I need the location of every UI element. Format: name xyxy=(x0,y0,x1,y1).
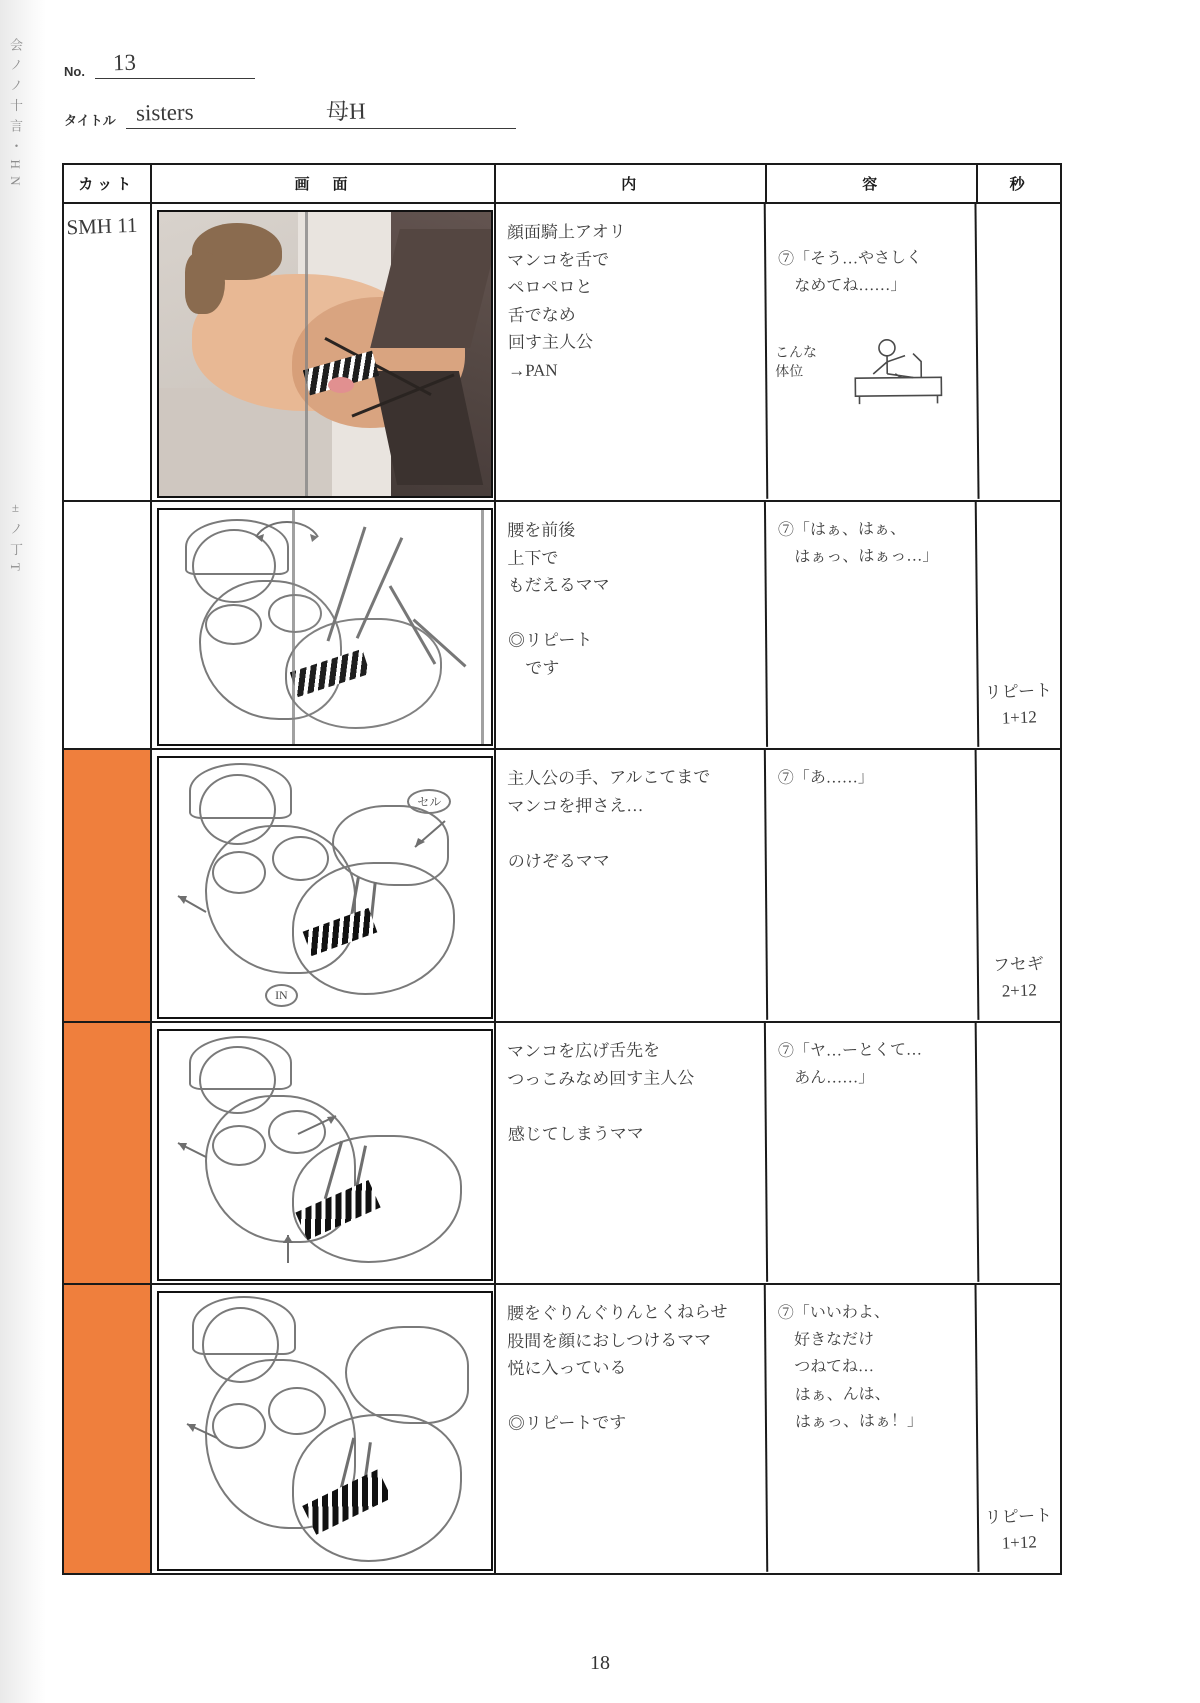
cut-number xyxy=(102,1295,112,1573)
spine-note-top: 会 ノ ノ 十 言 ・ H N xyxy=(8,38,23,188)
dialogue-cell: ⑦「ヤ…ーとくて… あん……」 xyxy=(766,1022,980,1284)
cut-cell xyxy=(64,1023,152,1283)
picture-cell xyxy=(152,502,497,748)
title-value: sisters xyxy=(135,99,194,126)
seconds-cell xyxy=(978,204,1060,500)
cut-cell xyxy=(64,1285,152,1573)
page-left-edge xyxy=(0,0,46,1703)
storyboard-panel-5 xyxy=(157,1291,494,1571)
content-cell: 腰をぐりんぐりんとくねらせ 股間を顔におしつけるママ 悦に入っている ◎リピートです xyxy=(495,1284,768,1574)
no-value: 13 xyxy=(112,49,137,76)
storyboard-panel-3 xyxy=(157,756,494,1019)
seconds-value: リピート 1+12 xyxy=(984,1505,1053,1553)
pose-sketch-icon xyxy=(843,333,954,406)
picture-cell xyxy=(152,750,497,1021)
column-header-seconds: 秒 xyxy=(1009,176,1029,193)
cut-cell xyxy=(64,204,152,500)
seconds-cell xyxy=(978,1023,1060,1283)
table-row xyxy=(64,750,1060,1023)
page-number: 18 xyxy=(590,1652,610,1674)
header-title xyxy=(64,98,516,129)
picture-cell xyxy=(152,1285,497,1573)
pan-frame-overlay xyxy=(305,210,493,498)
annotation-in: IN xyxy=(265,984,298,1007)
seconds-value xyxy=(978,1264,1060,1267)
column-header-content: 内 xyxy=(496,165,767,202)
dialogue-cell: ⑦「いいわよ、 好きなだけ つねてね… はぁ、んは、 はぁっ、はぁ！」 xyxy=(766,1284,980,1574)
header-no xyxy=(64,49,255,79)
content-cell: マンコを広げ舌先を つっこみなめ回す主人公 感じてしまうママ xyxy=(495,1022,768,1284)
seconds-value xyxy=(978,481,1060,484)
no-label: No. xyxy=(64,64,85,79)
seconds-cell xyxy=(978,750,1060,1021)
title-value-secondary: 母H xyxy=(325,98,366,125)
table-row xyxy=(64,502,1060,750)
table-row xyxy=(64,204,1060,502)
pan-frame-overlay xyxy=(292,508,484,746)
storyboard-panel-2 xyxy=(157,508,494,746)
dialogue-cell: ⑦「あ……」 xyxy=(766,749,980,1022)
picture-cell xyxy=(152,1023,497,1283)
cut-number xyxy=(102,760,111,1021)
table-row xyxy=(64,1023,1060,1285)
annotation-cel: セル xyxy=(407,789,451,814)
picture-cell xyxy=(152,204,497,500)
seconds-value: フセギ 2+12 xyxy=(992,954,1045,1001)
dialogue-text: ⑦「そう…やさしく なめてね……」 xyxy=(778,249,923,296)
storyboard-panel-4 xyxy=(157,1029,494,1281)
cut-number xyxy=(103,512,111,748)
table-header-row xyxy=(64,165,1060,204)
content-cell: 主人公の手、アルこてまで マンコを押さえ… のけぞるママ xyxy=(495,749,768,1022)
column-header-dialogue: 容 xyxy=(767,165,978,202)
pose-caption: こんな 体位 xyxy=(775,345,818,380)
content-cell: 腰を前後 上下で もだえるママ ◎リピート です xyxy=(495,501,768,749)
cut-cell xyxy=(64,750,152,1021)
cut-number xyxy=(102,1033,111,1283)
cut-cell xyxy=(64,502,152,748)
dialogue-cell xyxy=(766,203,980,501)
seconds-value: リピート 1+12 xyxy=(984,680,1053,728)
column-header-cut: カット xyxy=(64,165,152,202)
table-row xyxy=(64,1285,1060,1573)
seconds-cell xyxy=(978,502,1060,748)
title-label: タイトル xyxy=(64,113,116,128)
storyboard-table xyxy=(62,163,1062,1575)
cut-number: SMH 11 xyxy=(66,212,139,240)
column-header-picture: 画 面 xyxy=(152,165,497,202)
content-cell: 顔面騎上アオリ マンコを舌で ペロペロと 舌でなめ 回す主人公 →PAN xyxy=(495,203,769,501)
seconds-cell xyxy=(978,1285,1060,1573)
dialogue-cell: ⑦「はぁ、はぁ、 はぁっ、はぁっ…」 xyxy=(766,501,980,749)
storyboard-panel-1 xyxy=(157,210,494,498)
spine-note-bottom: ± ノ 丁 T xyxy=(8,500,23,573)
